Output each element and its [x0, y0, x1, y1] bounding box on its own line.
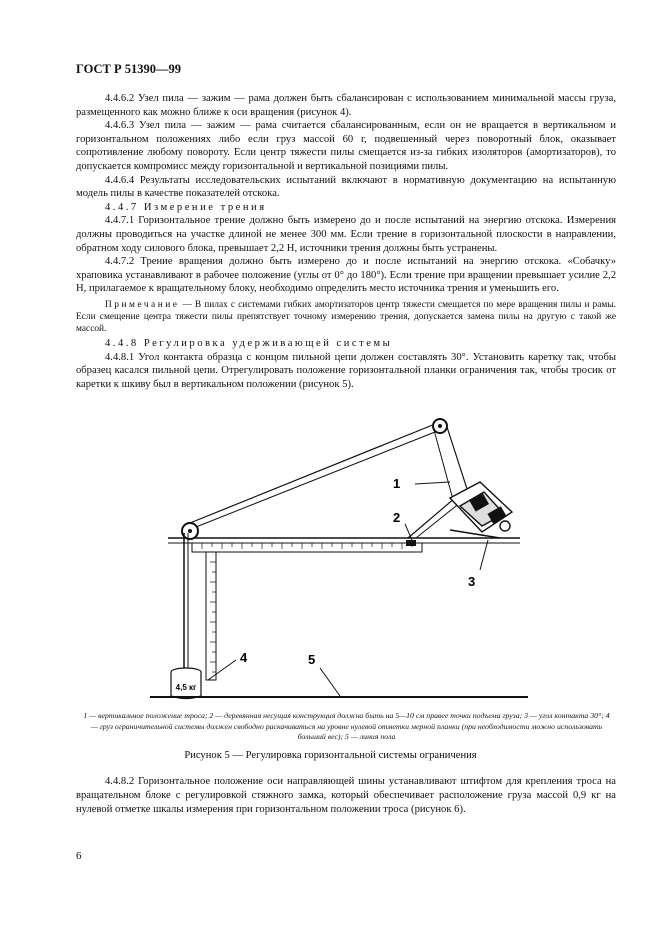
figure-caption: 1 — вертикальное положение троса; 2 — деревянная несущая конструкция должна быть на 5—10 см правее точки подъема груза; 3 — угол контакта 30°; 4 — груз ограничительной системы должен свободно раскачиваться на уровне нулевой отметки мерной планки (при необходимости можно использовать больший вес); 5 — линия пола — [83, 711, 610, 741]
callout-2: 2 — [393, 510, 401, 525]
paragraph: 4.4.7.1 Горизонтальное трение должно быть измерено до и после испытаний на энергию отскока. Измерения должны проводиться на участке длиной не менее 300 мм. Если трение в горизонтальной плоскости в направлении, обратном ходу силового блока, превышает 2,2 Н, источники трения должны быть устранены. — [76, 215, 616, 254]
callout-5: 5 — [308, 652, 316, 667]
callout-1: 1 — [393, 476, 401, 491]
vertical-scale — [206, 552, 216, 680]
saw-assembly — [450, 482, 512, 538]
horizontal-scale-ticks — [202, 543, 412, 549]
page-number: 6 — [76, 850, 82, 862]
callout-3: 3 — [468, 574, 476, 589]
paragraph: 4.4.8.1 Угол контакта образца с концом пильной цепи должен составлять 30°. Установить каретку так, чтобы образец касался пильной цепи. Отрегулировать положение горизонтальной планки ограничения так, чтобы тросик от каретки к шкиву был в вертикальном положении (рисунок 5). — [76, 351, 616, 390]
callout-4: 4 — [240, 650, 248, 665]
stop-block — [406, 540, 416, 546]
document-header: ГОСТ Р 51390—99 — [76, 62, 182, 76]
vertical-scale-ticks — [210, 562, 216, 672]
callout-1-leader — [415, 482, 450, 484]
paragraph: 4.4.7.2 Трение вращения должно быть измерено до и после испытаний на энергию отскока. «Собачку» храповика устанавливают в рабочее положение (углы от 0° до 180°). Если трение при вращении превышает усилие 2,2 Н, прилагаемое к вращательному блоку, необходимо определить место источника трения и уменьшить его. — [76, 256, 616, 295]
figure-title: Рисунок 5 — Регулировка горизонтальной системы ограничения — [184, 750, 477, 761]
paragraph: 4.4.8.2 Горизонтальное положение оси направляющей шины устанавливают штифтом для крепления троса на вращательном блоке с регулировкой стяжного замка, который обеспечивает расположение груза массой 0,9 кг на нулевой отметке шкалы измерения при горизонтальном положении троса (рисунок 6). — [76, 776, 616, 816]
vertical-cable — [447, 427, 468, 492]
section-heading: 4.4.8 Регулировка удерживающей системы — [105, 337, 393, 349]
paragraph: 4.4.6.4 Результаты исследовательских испытаний включают в нормативную документацию на испытанную модель пилы в качестве показателей отскока. — [76, 174, 616, 200]
callout-5-leader — [320, 668, 340, 696]
note — [76, 299, 616, 335]
note-label: Примечание — [105, 299, 180, 310]
paragraph: 4.4.6.3 Узел пила — зажим — рама считается сбалансированным, если он не вращается в вертикальном и горизонтальном положениях либо если груз массой 60 г, подвешенный через поворотный блок, оказывает сопротивление любому повороту. Если центр тяжести пилы смещается из-за гибких изоляторов (амортизаторов), то допускается компромисс между горизонтальной и вертикальной позициями пилы. — [76, 120, 616, 172]
paragraph: 4.4.6.2 Узел пила — зажим — рама должен быть сбалансирован с использованием минимальной массы груза, размещенного как можно ближе к оси вращения (рисунок 4). — [76, 93, 616, 118]
diagonal-cable — [190, 422, 440, 523]
section-heading: 4.4.7 Измерение трения — [105, 201, 267, 213]
note-text: — В пилах с системами гибких амортизаторов центр тяжести смещается по мере вращения пилы и рамы. Если смещение центра тяжести пилы препятствует точному измерению трения, допускается замена пилы на другую с такой же массой. — [76, 299, 616, 334]
text-block-1 — [76, 92, 616, 391]
figure-5-diagram — [150, 400, 530, 705]
horizontal-scale — [192, 543, 422, 552]
text-block-2 — [76, 775, 616, 818]
weight-label: 4,5 кг — [175, 683, 197, 692]
callout-3-leader — [480, 540, 488, 570]
callout-4-leader — [208, 660, 236, 680]
